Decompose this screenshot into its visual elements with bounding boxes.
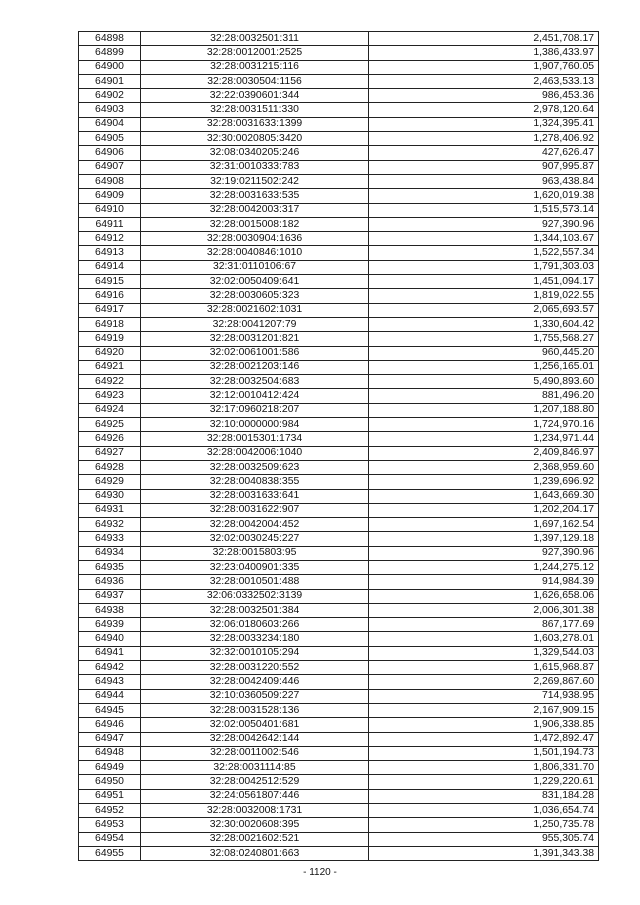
cadastral-value: 2,978,120.64 bbox=[369, 103, 599, 117]
row-number: 64911 bbox=[79, 217, 141, 231]
cadastral-number: 32:08:0240801:663 bbox=[141, 846, 369, 860]
table-row bbox=[79, 74, 599, 88]
table-row bbox=[79, 89, 599, 103]
cadastral-value: 1,907,760.05 bbox=[369, 60, 599, 74]
cadastral-value: 1,202,204.17 bbox=[369, 503, 599, 517]
table-row bbox=[79, 718, 599, 732]
row-number: 64928 bbox=[79, 460, 141, 474]
row-number: 64926 bbox=[79, 432, 141, 446]
cadastral-number: 32:28:0032008:1731 bbox=[141, 804, 369, 818]
cadastral-number: 32:23:0400901:335 bbox=[141, 560, 369, 574]
cadastral-value-table bbox=[78, 31, 599, 861]
cadastral-number: 32:28:0030904:1636 bbox=[141, 232, 369, 246]
cadastral-number: 32:28:0042003:317 bbox=[141, 203, 369, 217]
cadastral-number: 32:28:0031215:116 bbox=[141, 60, 369, 74]
row-number: 64908 bbox=[79, 174, 141, 188]
cadastral-value: 1,643,669.30 bbox=[369, 489, 599, 503]
cadastral-number: 32:28:0031220:552 bbox=[141, 661, 369, 675]
cadastral-number: 32:28:0032509:623 bbox=[141, 460, 369, 474]
cadastral-value: 1,344,103.67 bbox=[369, 232, 599, 246]
table-row bbox=[79, 46, 599, 60]
row-number: 64914 bbox=[79, 260, 141, 274]
cadastral-value: 963,438.84 bbox=[369, 174, 599, 188]
row-number: 64904 bbox=[79, 117, 141, 131]
table-row bbox=[79, 60, 599, 74]
cadastral-value: 960,445.20 bbox=[369, 346, 599, 360]
cadastral-value: 831,184.28 bbox=[369, 789, 599, 803]
table-row bbox=[79, 575, 599, 589]
table-row bbox=[79, 203, 599, 217]
cadastral-value: 881,496.20 bbox=[369, 389, 599, 403]
row-number: 64931 bbox=[79, 503, 141, 517]
page-number: - 1120 - bbox=[303, 867, 337, 878]
row-number: 64932 bbox=[79, 518, 141, 532]
cadastral-number: 32:28:0030605:323 bbox=[141, 289, 369, 303]
cadastral-number: 32:28:0011002:546 bbox=[141, 746, 369, 760]
cadastral-value: 1,626,658.06 bbox=[369, 589, 599, 603]
row-number: 64953 bbox=[79, 818, 141, 832]
row-number: 64948 bbox=[79, 746, 141, 760]
cadastral-value: 907,995.87 bbox=[369, 160, 599, 174]
cadastral-number: 32:28:0040846:1010 bbox=[141, 246, 369, 260]
cadastral-number: 32:28:0042512:529 bbox=[141, 775, 369, 789]
cadastral-number: 32:10:0360509:227 bbox=[141, 689, 369, 703]
cadastral-number: 32:19:0211502:242 bbox=[141, 174, 369, 188]
table-row bbox=[79, 518, 599, 532]
cadastral-value: 1,603,278.01 bbox=[369, 632, 599, 646]
cadastral-value: 427,626.47 bbox=[369, 146, 599, 160]
cadastral-value: 2,463,533.13 bbox=[369, 74, 599, 88]
table-row bbox=[79, 146, 599, 160]
cadastral-value: 2,167,909.15 bbox=[369, 703, 599, 717]
cadastral-number: 32:10:0000000:984 bbox=[141, 418, 369, 432]
table-row bbox=[79, 675, 599, 689]
table-row bbox=[79, 475, 599, 489]
cadastral-number: 32:28:0031114:85 bbox=[141, 761, 369, 775]
cadastral-value: 914,984.39 bbox=[369, 575, 599, 589]
table-row bbox=[79, 732, 599, 746]
cadastral-value: 1,250,735.78 bbox=[369, 818, 599, 832]
cadastral-value: 1,324,395.41 bbox=[369, 117, 599, 131]
row-number: 64947 bbox=[79, 732, 141, 746]
table-row bbox=[79, 303, 599, 317]
cadastral-value: 927,390.96 bbox=[369, 217, 599, 231]
cadastral-value: 1,615,968.87 bbox=[369, 661, 599, 675]
row-number: 64912 bbox=[79, 232, 141, 246]
table-body bbox=[79, 32, 599, 861]
table-row bbox=[79, 360, 599, 374]
cadastral-number: 32:06:0332502:3139 bbox=[141, 589, 369, 603]
table-row bbox=[79, 746, 599, 760]
table-row bbox=[79, 689, 599, 703]
cadastral-value: 2,065,693.57 bbox=[369, 303, 599, 317]
cadastral-value: 1,697,162.54 bbox=[369, 518, 599, 532]
row-number: 64899 bbox=[79, 46, 141, 60]
cadastral-value: 2,409,846.97 bbox=[369, 446, 599, 460]
table-row bbox=[79, 489, 599, 503]
cadastral-number: 32:12:0010412:424 bbox=[141, 389, 369, 403]
cadastral-value: 1,906,338.85 bbox=[369, 718, 599, 732]
row-number: 64943 bbox=[79, 675, 141, 689]
table-row bbox=[79, 332, 599, 346]
cadastral-number: 32:31:0110106:67 bbox=[141, 260, 369, 274]
cadastral-value: 1,207,188.80 bbox=[369, 403, 599, 417]
table-row bbox=[79, 317, 599, 331]
cadastral-value: 1,330,604.42 bbox=[369, 317, 599, 331]
table-row bbox=[79, 403, 599, 417]
cadastral-value: 867,177.69 bbox=[369, 618, 599, 632]
row-number: 64921 bbox=[79, 360, 141, 374]
table-row bbox=[79, 446, 599, 460]
cadastral-value: 2,451,708.17 bbox=[369, 32, 599, 46]
cadastral-number: 32:28:0031633:641 bbox=[141, 489, 369, 503]
table-row bbox=[79, 174, 599, 188]
cadastral-number: 32:28:0042004:452 bbox=[141, 518, 369, 532]
row-number: 64907 bbox=[79, 160, 141, 174]
table-row bbox=[79, 646, 599, 660]
cadastral-value: 1,229,220.61 bbox=[369, 775, 599, 789]
cadastral-number: 32:22:0390601:344 bbox=[141, 89, 369, 103]
cadastral-number: 32:28:0015803:95 bbox=[141, 546, 369, 560]
table-row bbox=[79, 804, 599, 818]
cadastral-number: 32:28:0010501:488 bbox=[141, 575, 369, 589]
cadastral-number: 32:28:0041207:79 bbox=[141, 317, 369, 331]
cadastral-value: 1,724,970.16 bbox=[369, 418, 599, 432]
table-row bbox=[79, 346, 599, 360]
table-row bbox=[79, 232, 599, 246]
table-row bbox=[79, 618, 599, 632]
table-row bbox=[79, 761, 599, 775]
table-row bbox=[79, 132, 599, 146]
cadastral-number: 32:32:0010105:294 bbox=[141, 646, 369, 660]
table-row bbox=[79, 275, 599, 289]
row-number: 64934 bbox=[79, 546, 141, 560]
row-number: 64915 bbox=[79, 275, 141, 289]
table-row bbox=[79, 532, 599, 546]
row-number: 64906 bbox=[79, 146, 141, 160]
row-number: 64944 bbox=[79, 689, 141, 703]
row-number: 64945 bbox=[79, 703, 141, 717]
table-row bbox=[79, 603, 599, 617]
row-number: 64919 bbox=[79, 332, 141, 346]
table-row bbox=[79, 546, 599, 560]
cadastral-number: 32:28:0042642:144 bbox=[141, 732, 369, 746]
row-number: 64898 bbox=[79, 32, 141, 46]
table-row bbox=[79, 375, 599, 389]
cadastral-value: 1,036,654.74 bbox=[369, 804, 599, 818]
table-row bbox=[79, 632, 599, 646]
cadastral-number: 32:28:0021203:146 bbox=[141, 360, 369, 374]
cadastral-number: 32:28:0033234:180 bbox=[141, 632, 369, 646]
cadastral-number: 32:17:0960218:207 bbox=[141, 403, 369, 417]
cadastral-value: 1,451,094.17 bbox=[369, 275, 599, 289]
cadastral-number: 32:28:0021602:1031 bbox=[141, 303, 369, 317]
cadastral-number: 32:28:0031633:535 bbox=[141, 189, 369, 203]
cadastral-value: 927,390.96 bbox=[369, 546, 599, 560]
table-row bbox=[79, 103, 599, 117]
cadastral-value: 1,329,544.03 bbox=[369, 646, 599, 660]
row-number: 64946 bbox=[79, 718, 141, 732]
row-number: 64937 bbox=[79, 589, 141, 603]
cadastral-number: 32:28:0042409:446 bbox=[141, 675, 369, 689]
cadastral-number: 32:30:0020805:3420 bbox=[141, 132, 369, 146]
cadastral-number: 32:28:0031528:136 bbox=[141, 703, 369, 717]
cadastral-value: 2,006,301.38 bbox=[369, 603, 599, 617]
cadastral-number: 32:30:0020608:395 bbox=[141, 818, 369, 832]
row-number: 64900 bbox=[79, 60, 141, 74]
table-row bbox=[79, 32, 599, 46]
cadastral-value: 1,244,275.12 bbox=[369, 560, 599, 574]
table-row bbox=[79, 560, 599, 574]
table-row bbox=[79, 217, 599, 231]
cadastral-number: 32:28:0031511:330 bbox=[141, 103, 369, 117]
table-row bbox=[79, 832, 599, 846]
row-number: 64910 bbox=[79, 203, 141, 217]
cadastral-value: 1,522,557.34 bbox=[369, 246, 599, 260]
cadastral-number: 32:28:0032504:683 bbox=[141, 375, 369, 389]
cadastral-number: 32:08:0340205:246 bbox=[141, 146, 369, 160]
row-number: 64929 bbox=[79, 475, 141, 489]
cadastral-value: 1,239,696.92 bbox=[369, 475, 599, 489]
cadastral-number: 32:24:0561807:446 bbox=[141, 789, 369, 803]
cadastral-value: 1,791,303.03 bbox=[369, 260, 599, 274]
row-number: 64913 bbox=[79, 246, 141, 260]
cadastral-number: 32:28:0032501:311 bbox=[141, 32, 369, 46]
cadastral-value: 714,938.95 bbox=[369, 689, 599, 703]
cadastral-value: 5,490,893.60 bbox=[369, 375, 599, 389]
cadastral-number: 32:28:0015008:182 bbox=[141, 217, 369, 231]
table-row bbox=[79, 432, 599, 446]
cadastral-value: 1,819,022.55 bbox=[369, 289, 599, 303]
row-number: 64902 bbox=[79, 89, 141, 103]
cadastral-value: 1,515,573.14 bbox=[369, 203, 599, 217]
row-number: 64950 bbox=[79, 775, 141, 789]
row-number: 64939 bbox=[79, 618, 141, 632]
table-row bbox=[79, 661, 599, 675]
row-number: 64949 bbox=[79, 761, 141, 775]
cadastral-value: 955,305.74 bbox=[369, 832, 599, 846]
table-row bbox=[79, 160, 599, 174]
row-number: 64920 bbox=[79, 346, 141, 360]
cadastral-value: 1,234,971.44 bbox=[369, 432, 599, 446]
table-row bbox=[79, 775, 599, 789]
cadastral-number: 32:28:0015301:1734 bbox=[141, 432, 369, 446]
table-row bbox=[79, 503, 599, 517]
cadastral-value: 1,755,568.27 bbox=[369, 332, 599, 346]
row-number: 64918 bbox=[79, 317, 141, 331]
cadastral-value: 1,806,331.70 bbox=[369, 761, 599, 775]
row-number: 64917 bbox=[79, 303, 141, 317]
row-number: 64930 bbox=[79, 489, 141, 503]
table-row bbox=[79, 846, 599, 860]
row-number: 64938 bbox=[79, 603, 141, 617]
cadastral-value: 1,501,194.73 bbox=[369, 746, 599, 760]
cadastral-number: 32:02:0030245:227 bbox=[141, 532, 369, 546]
cadastral-value: 1,278,406.92 bbox=[369, 132, 599, 146]
row-number: 64935 bbox=[79, 560, 141, 574]
cadastral-number: 32:28:0042006:1040 bbox=[141, 446, 369, 460]
row-number: 64903 bbox=[79, 103, 141, 117]
cadastral-value: 2,269,867.60 bbox=[369, 675, 599, 689]
cadastral-number: 32:28:0040838:355 bbox=[141, 475, 369, 489]
table-row bbox=[79, 703, 599, 717]
table-row bbox=[79, 289, 599, 303]
cadastral-number: 32:02:0050401:681 bbox=[141, 718, 369, 732]
row-number: 64942 bbox=[79, 661, 141, 675]
table-row bbox=[79, 246, 599, 260]
table-row bbox=[79, 418, 599, 432]
row-number: 64940 bbox=[79, 632, 141, 646]
table-row bbox=[79, 460, 599, 474]
cadastral-number: 32:06:0180603:266 bbox=[141, 618, 369, 632]
cadastral-number: 32:02:0061001:586 bbox=[141, 346, 369, 360]
table-row bbox=[79, 189, 599, 203]
row-number: 64954 bbox=[79, 832, 141, 846]
table-row bbox=[79, 789, 599, 803]
row-number: 64955 bbox=[79, 846, 141, 860]
cadastral-value: 1,397,129.18 bbox=[369, 532, 599, 546]
cadastral-value: 2,368,959.60 bbox=[369, 460, 599, 474]
cadastral-number: 32:28:0030504:1156 bbox=[141, 74, 369, 88]
row-number: 64905 bbox=[79, 132, 141, 146]
row-number: 64927 bbox=[79, 446, 141, 460]
row-number: 64933 bbox=[79, 532, 141, 546]
row-number: 64901 bbox=[79, 74, 141, 88]
cadastral-value: 986,453.36 bbox=[369, 89, 599, 103]
cadastral-number: 32:02:0050409:641 bbox=[141, 275, 369, 289]
row-number: 64952 bbox=[79, 804, 141, 818]
cadastral-number: 32:28:0032501:384 bbox=[141, 603, 369, 617]
cadastral-number: 32:28:0031201:821 bbox=[141, 332, 369, 346]
row-number: 64916 bbox=[79, 289, 141, 303]
table-row bbox=[79, 389, 599, 403]
row-number: 64909 bbox=[79, 189, 141, 203]
row-number: 64951 bbox=[79, 789, 141, 803]
cadastral-number: 32:28:0031633:1399 bbox=[141, 117, 369, 131]
table-row bbox=[79, 117, 599, 131]
cadastral-value: 1,472,892.47 bbox=[369, 732, 599, 746]
table-row bbox=[79, 818, 599, 832]
cadastral-number: 32:28:0012001:2525 bbox=[141, 46, 369, 60]
table-row bbox=[79, 260, 599, 274]
row-number: 64922 bbox=[79, 375, 141, 389]
row-number: 64925 bbox=[79, 418, 141, 432]
cadastral-number: 32:31:0010333:783 bbox=[141, 160, 369, 174]
cadastral-number: 32:28:0031622:907 bbox=[141, 503, 369, 517]
cadastral-value: 1,391,343.38 bbox=[369, 846, 599, 860]
cadastral-value: 1,386,433.97 bbox=[369, 46, 599, 60]
table-row bbox=[79, 589, 599, 603]
cadastral-number: 32:28:0021602:521 bbox=[141, 832, 369, 846]
row-number: 64923 bbox=[79, 389, 141, 403]
row-number: 64936 bbox=[79, 575, 141, 589]
cadastral-value: 1,256,165.01 bbox=[369, 360, 599, 374]
row-number: 64924 bbox=[79, 403, 141, 417]
cadastral-value: 1,620,019.38 bbox=[369, 189, 599, 203]
row-number: 64941 bbox=[79, 646, 141, 660]
